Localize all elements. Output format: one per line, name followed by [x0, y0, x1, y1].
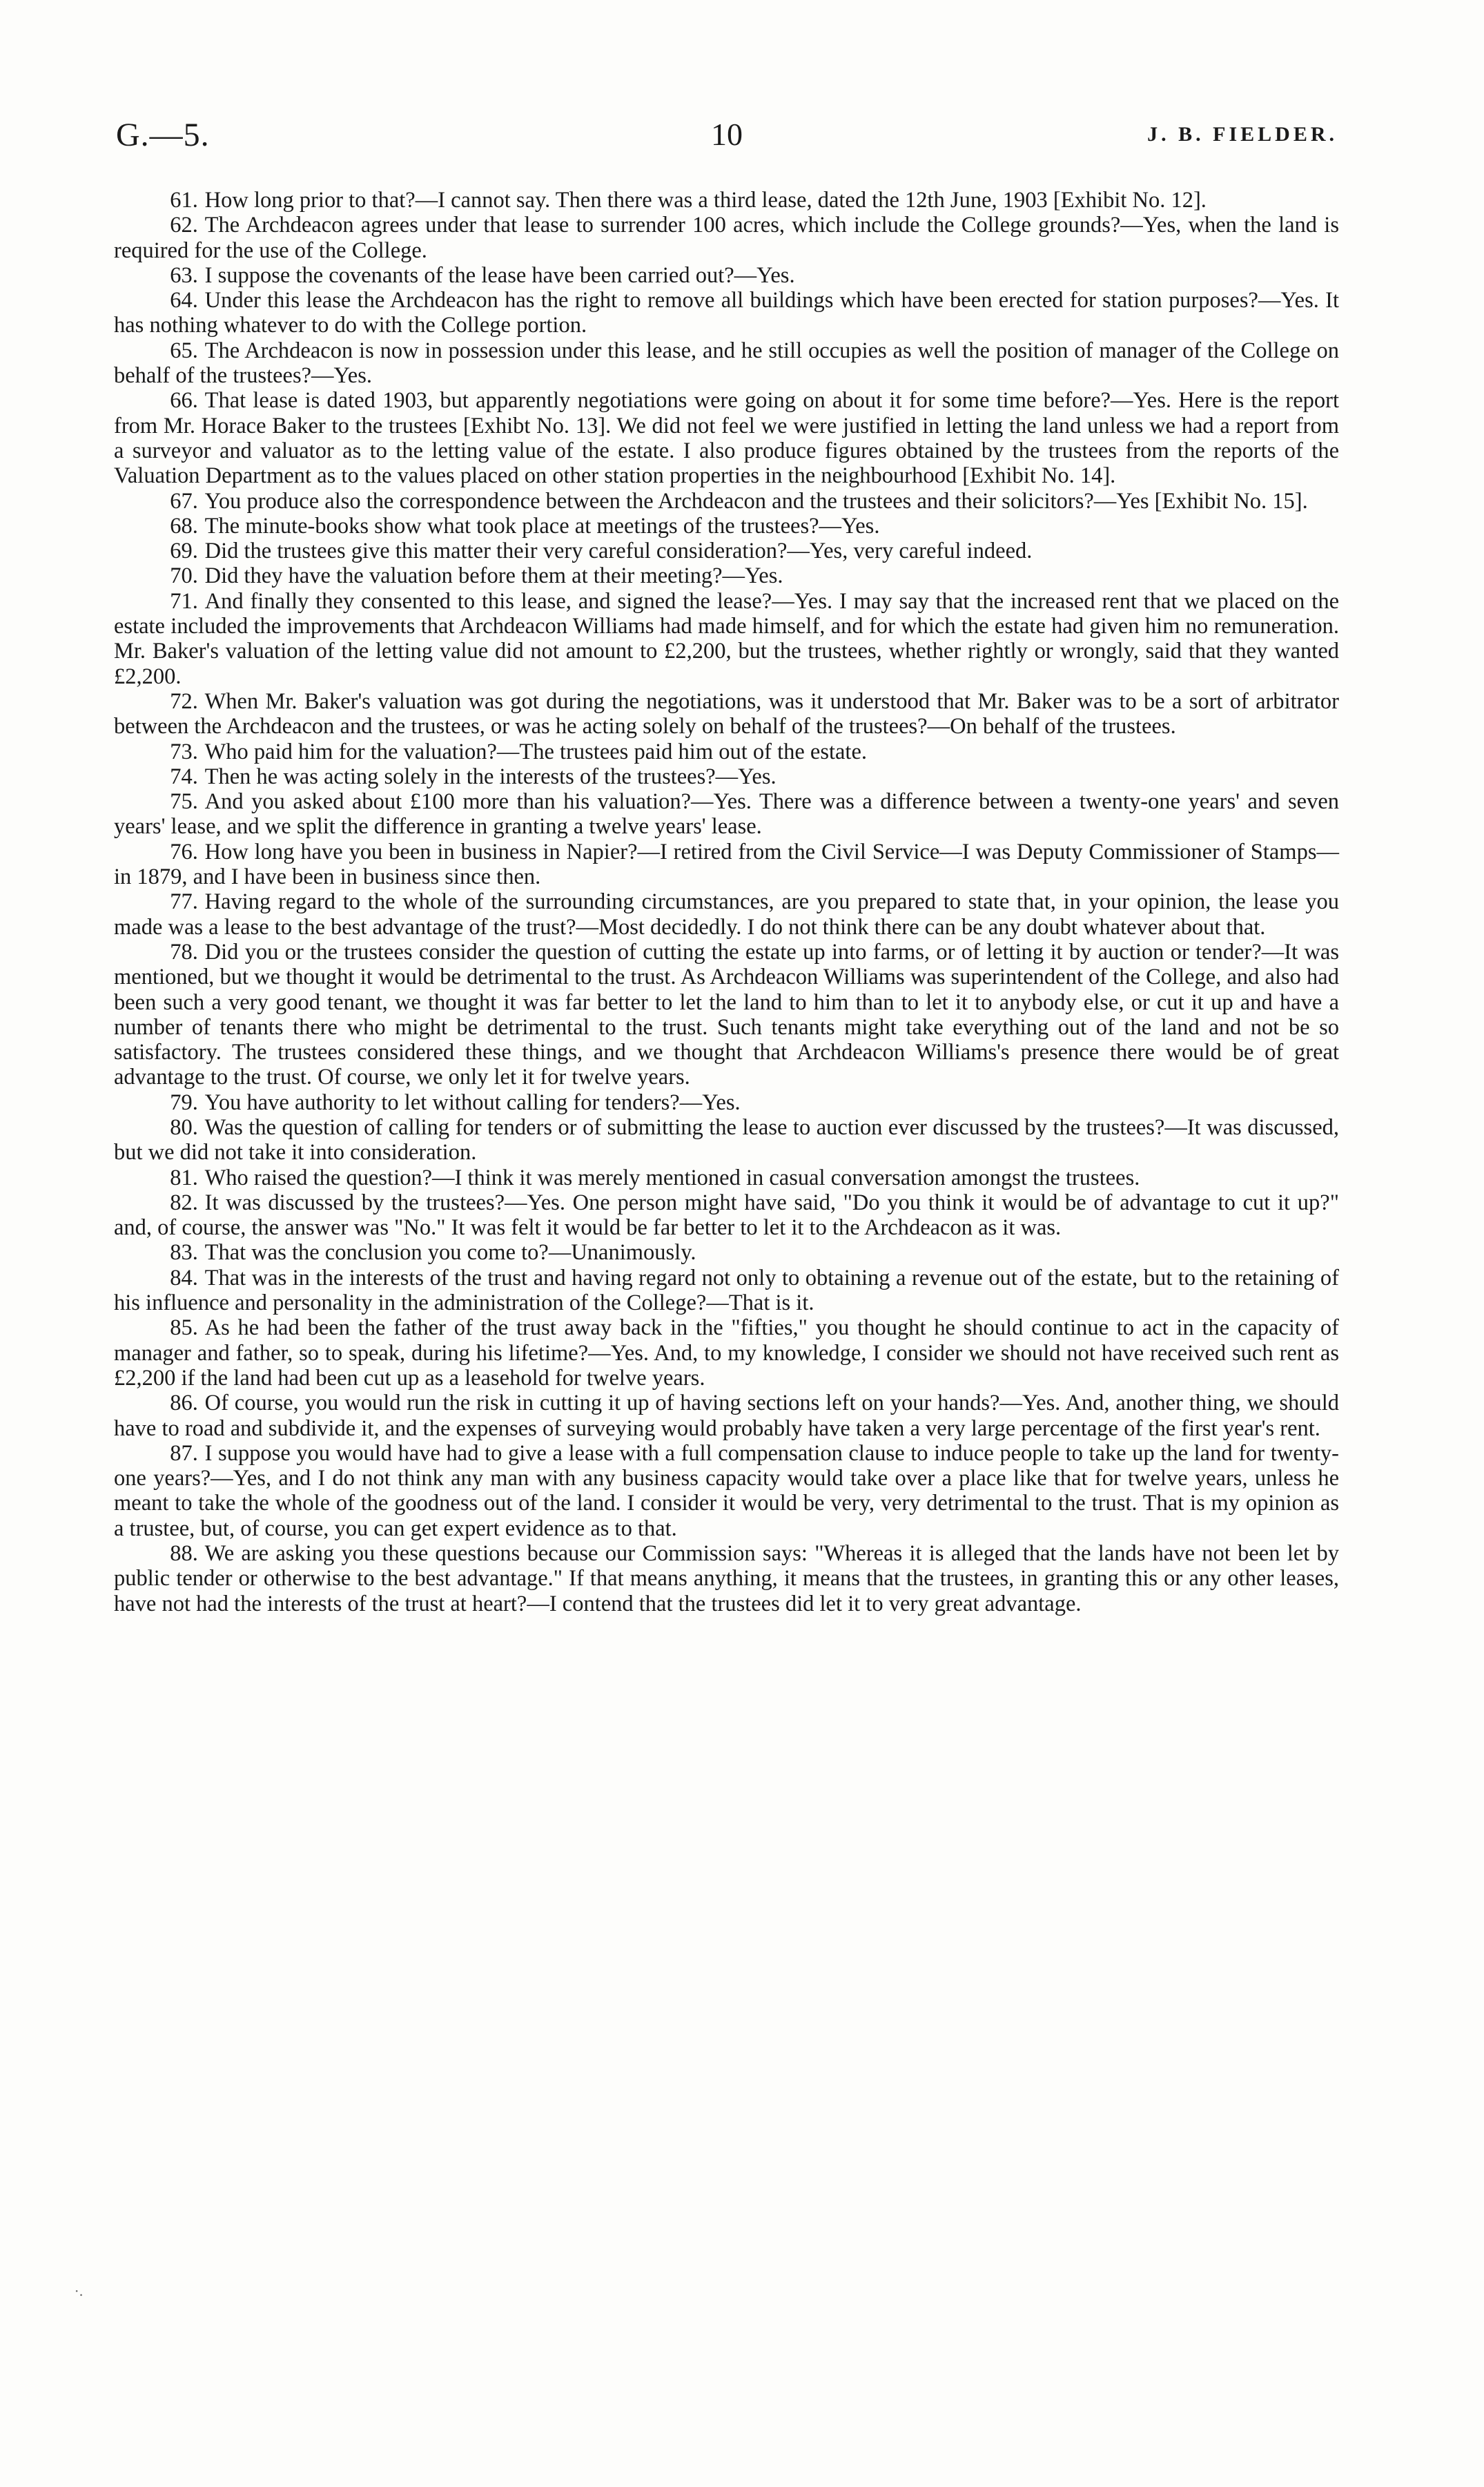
paragraph-number: 88.: [170, 1541, 198, 1567]
paragraph-text: Was the question of calling for tenders or of submitting the lease to auction ever discussed by the trustees?—It was discussed, but we did not take it into consideration.: [114, 1114, 1339, 1165]
testimony-paragraph: [114, 539, 1339, 563]
paragraph-number: 66.: [170, 388, 198, 414]
paragraph-text: And finally they consented to this lease, and signed the lease?—Yes. I may say that the increased rent that we placed on the estate included the improvements that Archdeacon Williams had made himself, and for which the estate had given him no remuneration. Mr. Baker's valuation of the letting value did not amount to £2,200, but the trustees, whether rightly or wrongly, said that they wanted £2,200.: [114, 588, 1339, 689]
section-reference: G.—5.: [116, 117, 210, 153]
testimony-paragraph: [114, 1315, 1339, 1391]
paragraph-text: Did you or the trustees consider the question of cutting the estate up into farms, or of letting it by auction or tender?—It was mentioned, but we thought it would be detrimental to the trust. As Archdeacon Williams was superintendent of the College, and also had been such a very good tenant, we thought it was far better to let the land to him than to let it to anybody else, or cut it up and have a number of tenants there who might be detrimental to the trust. Such tenants might take everything out of the land and not be so satisfactory. The trustees considered these things, and we thought that Archdeacon Williams's presence there would be of great advantage to the trust. Of course, we only let it for twelve years.: [114, 939, 1339, 1090]
paragraph-text: The Archdeacon is now in possession under this lease, and he still occupies as well the position of manager of the College on behalf of the trustees?—Yes.: [114, 338, 1339, 389]
paragraph-text: That was the conclusion you come to?—Unanimously.: [204, 1240, 696, 1266]
paragraph-number: 68.: [170, 513, 198, 539]
testimony-paragraph: [114, 1391, 1339, 1441]
testimony-paragraph: [114, 1266, 1339, 1316]
paragraph-text: Who raised the question?—I think it was merely mentioned in casual conversation amongst the trustees.: [204, 1165, 1140, 1190]
testimony-paragraph: [114, 1441, 1339, 1541]
testimony-paragraph: [114, 288, 1339, 338]
paragraph-number: 82.: [170, 1190, 198, 1215]
testimony-paragraph: [114, 263, 1339, 288]
paragraph-text: Then he was acting solely in the interests of the trustees?—Yes.: [204, 764, 777, 789]
paragraph-text: That was in the interests of the trust and having regard not only to obtaining a revenue out of the estate, but to the retaining of his influence and personality in the administration of the College?—That is it.: [114, 1265, 1339, 1316]
paragraph-text: You have authority to let without calling for tenders?—Yes.: [204, 1090, 741, 1115]
paragraph-number: 77.: [170, 889, 198, 915]
paragraph-number: 81.: [170, 1165, 198, 1190]
paragraph-number: 73.: [170, 739, 198, 764]
paragraph-text: And you asked about £100 more than his valuation?—Yes. There was a difference between a twenty-one years' and seven years' lease, and we split the difference in granting a twelve years' lease.: [114, 789, 1339, 840]
paragraph-text: Under this lease the Archdeacon has the right to remove all buildings which have been erected for station purposes?—Yes. It has nothing whatever to do with the College portion.: [114, 288, 1339, 338]
paragraph-text: The Archdeacon agrees under that lease to surrender 100 acres, which include the College grounds?—Yes, when the land is required for the use of the College.: [114, 213, 1339, 263]
paragraph-number: 69.: [170, 539, 198, 564]
testimony-paragraph: [114, 1165, 1339, 1190]
paragraph-number: 63.: [170, 262, 198, 288]
paragraph-text: Having regard to the whole of the surrounding circumstances, are you prepared to state that, in your opinion, the lease you made was a lease to the best advantage of the trust?—Most decidedly. I do not think there can be any doubt whatever about that.: [114, 889, 1339, 940]
paragraph-number: 83.: [170, 1240, 198, 1266]
paragraph-number: 71.: [170, 588, 198, 614]
testimony-paragraph: [114, 213, 1339, 263]
paragraph-text: Did they have the valuation before them at their meeting?—Yes.: [204, 563, 783, 589]
paragraph-number: 78.: [170, 939, 198, 965]
paragraph-number: 70.: [170, 563, 198, 589]
testimony-paragraph: [114, 1090, 1339, 1115]
testimony-paragraph: [114, 589, 1339, 689]
paragraph-text: That lease is dated 1903, but apparently negotiations were going on about it for some time before?—Yes. Here is the report from Mr. Horace Baker to the trustees [Exhibt No. 13]. We did not feel we were justified in letting the land unless we had a report from a surveyor and valuator as to the letting value of the estate. I also produce figures obtained by the trustees from the reports of the Valuation Department as to the values placed on other station properties in the neighbourhood [Exhibit No. 14].: [114, 388, 1339, 489]
testimony-paragraph: [114, 188, 1339, 213]
paragraph-number: 75.: [170, 789, 198, 815]
paragraph-text: Of course, you would run the risk in cutting it up of having sections left on your hands?—Yes. And, another thing, we should have to road and subdivide it, and the expenses of surveying would probably have taken a very large percentage of the first year's rent.: [114, 1391, 1339, 1441]
paragraph-text: How long have you been in business in Napier?—I retired from the Civil Service—I was Deputy Commissioner of Stamps—in 1879, and I have been in business since then.: [114, 839, 1339, 890]
paragraph-number: 86.: [170, 1391, 198, 1416]
witness-name: J. B. FIELDER.: [1147, 123, 1338, 146]
paragraph-number: 67.: [170, 488, 198, 514]
page-number: 10: [711, 117, 743, 152]
paragraph-text: Did the trustees give this matter their very careful consideration?—Yes, very careful indeed.: [204, 539, 1033, 564]
paragraph-number: 84.: [170, 1265, 198, 1290]
testimony-paragraph: [114, 840, 1339, 890]
testimony-paragraph: [114, 489, 1339, 514]
testimony-paragraph: [114, 789, 1339, 840]
paragraph-number: 74.: [170, 764, 198, 789]
paragraph-number: 62.: [170, 213, 198, 238]
testimony-paragraph: [114, 1240, 1339, 1265]
paragraph-number: 64.: [170, 288, 198, 313]
paragraph-text: We are asking you these questions because our Commission says: "Whereas it is alleged that the lands have not been let by public tender or otherwise to the best advantage." If that means anything, it means that the trustees, in granting this or any other leases, have not had the interests of the trust at heart?—I contend that the trustees did let it to very great advantage.: [114, 1541, 1339, 1616]
testimony-paragraph: [114, 1115, 1339, 1165]
paragraph-text: When Mr. Baker's valuation was got during the negotiations, was it understood that Mr. Baker was to be a sort of arbitrator between the Archdeacon and the trustees, or was he acting solely on behalf of the trustees?—On behalf of the trustees.: [114, 688, 1339, 739]
paragraph-text: It was discussed by the trustees?—Yes. One person might have said, "Do you think it would be of advantage to cut it up?" and, of course, the answer was "No." It was felt it would be far better to let it to the Archdeacon as it was.: [114, 1190, 1339, 1241]
paragraph-number: 85.: [170, 1315, 198, 1341]
testimony-paragraph: [114, 764, 1339, 789]
paragraph-number: 76.: [170, 839, 198, 864]
paragraph-number: 79.: [170, 1090, 198, 1115]
paragraph-number: 72.: [170, 688, 198, 714]
testimony-paragraph: [114, 338, 1339, 389]
paragraph-number: 65.: [170, 338, 198, 363]
scan-mark: ·.: [75, 2283, 84, 2299]
testimony-body: [114, 188, 1339, 1616]
paragraph-number: 87.: [170, 1440, 198, 1466]
paragraph-text: I suppose the covenants of the lease have been carried out?—Yes.: [204, 262, 795, 288]
paragraph-text: How long prior to that?—I cannot say. Then there was a third lease, dated the 12th June, 1903 [Exhibit No. 12].: [204, 188, 1207, 213]
testimony-paragraph: [114, 889, 1339, 940]
paragraph-text: You produce also the correspondence between the Archdeacon and the trustees and their solicitors?—Yes [Exhibit No. 15].: [204, 488, 1308, 514]
testimony-paragraph: [114, 1190, 1339, 1241]
testimony-paragraph: [114, 739, 1339, 764]
testimony-paragraph: [114, 388, 1339, 488]
paragraph-text: Who paid him for the valuation?—The trustees paid him out of the estate.: [204, 739, 868, 764]
testimony-paragraph: [114, 563, 1339, 588]
paragraph-text: As he had been the father of the trust away back in the "fifties," you thought he should continue to act in the capacity of manager and father, so to speak, during his lifetime?—Yes. And, to my knowledge, I consider we should not have received such rent as £2,200 if the land had been cut up as a leasehold for twelve years.: [114, 1315, 1339, 1391]
paragraph-number: 61.: [170, 188, 198, 213]
paragraph-number: 80.: [170, 1114, 198, 1140]
testimony-paragraph: [114, 689, 1339, 739]
testimony-paragraph: [114, 1541, 1339, 1616]
testimony-paragraph: [114, 940, 1339, 1090]
page-header: [116, 116, 1338, 157]
paragraph-text: The minute-books show what took place at meetings of the trustees?—Yes.: [204, 513, 880, 539]
paragraph-text: I suppose you would have had to give a lease with a full compensation clause to induce people to take up the land for twenty-one years?—Yes, and I do not think any man with any business capacity would take over a place like that for twelve years, unless he meant to take the whole of the goodness out of the land. I consider it would be very, very detrimental to the trust. That is my opinion as a trustee, but, of course, you can get expert evidence as to that.: [114, 1440, 1339, 1541]
testimony-paragraph: [114, 514, 1339, 539]
